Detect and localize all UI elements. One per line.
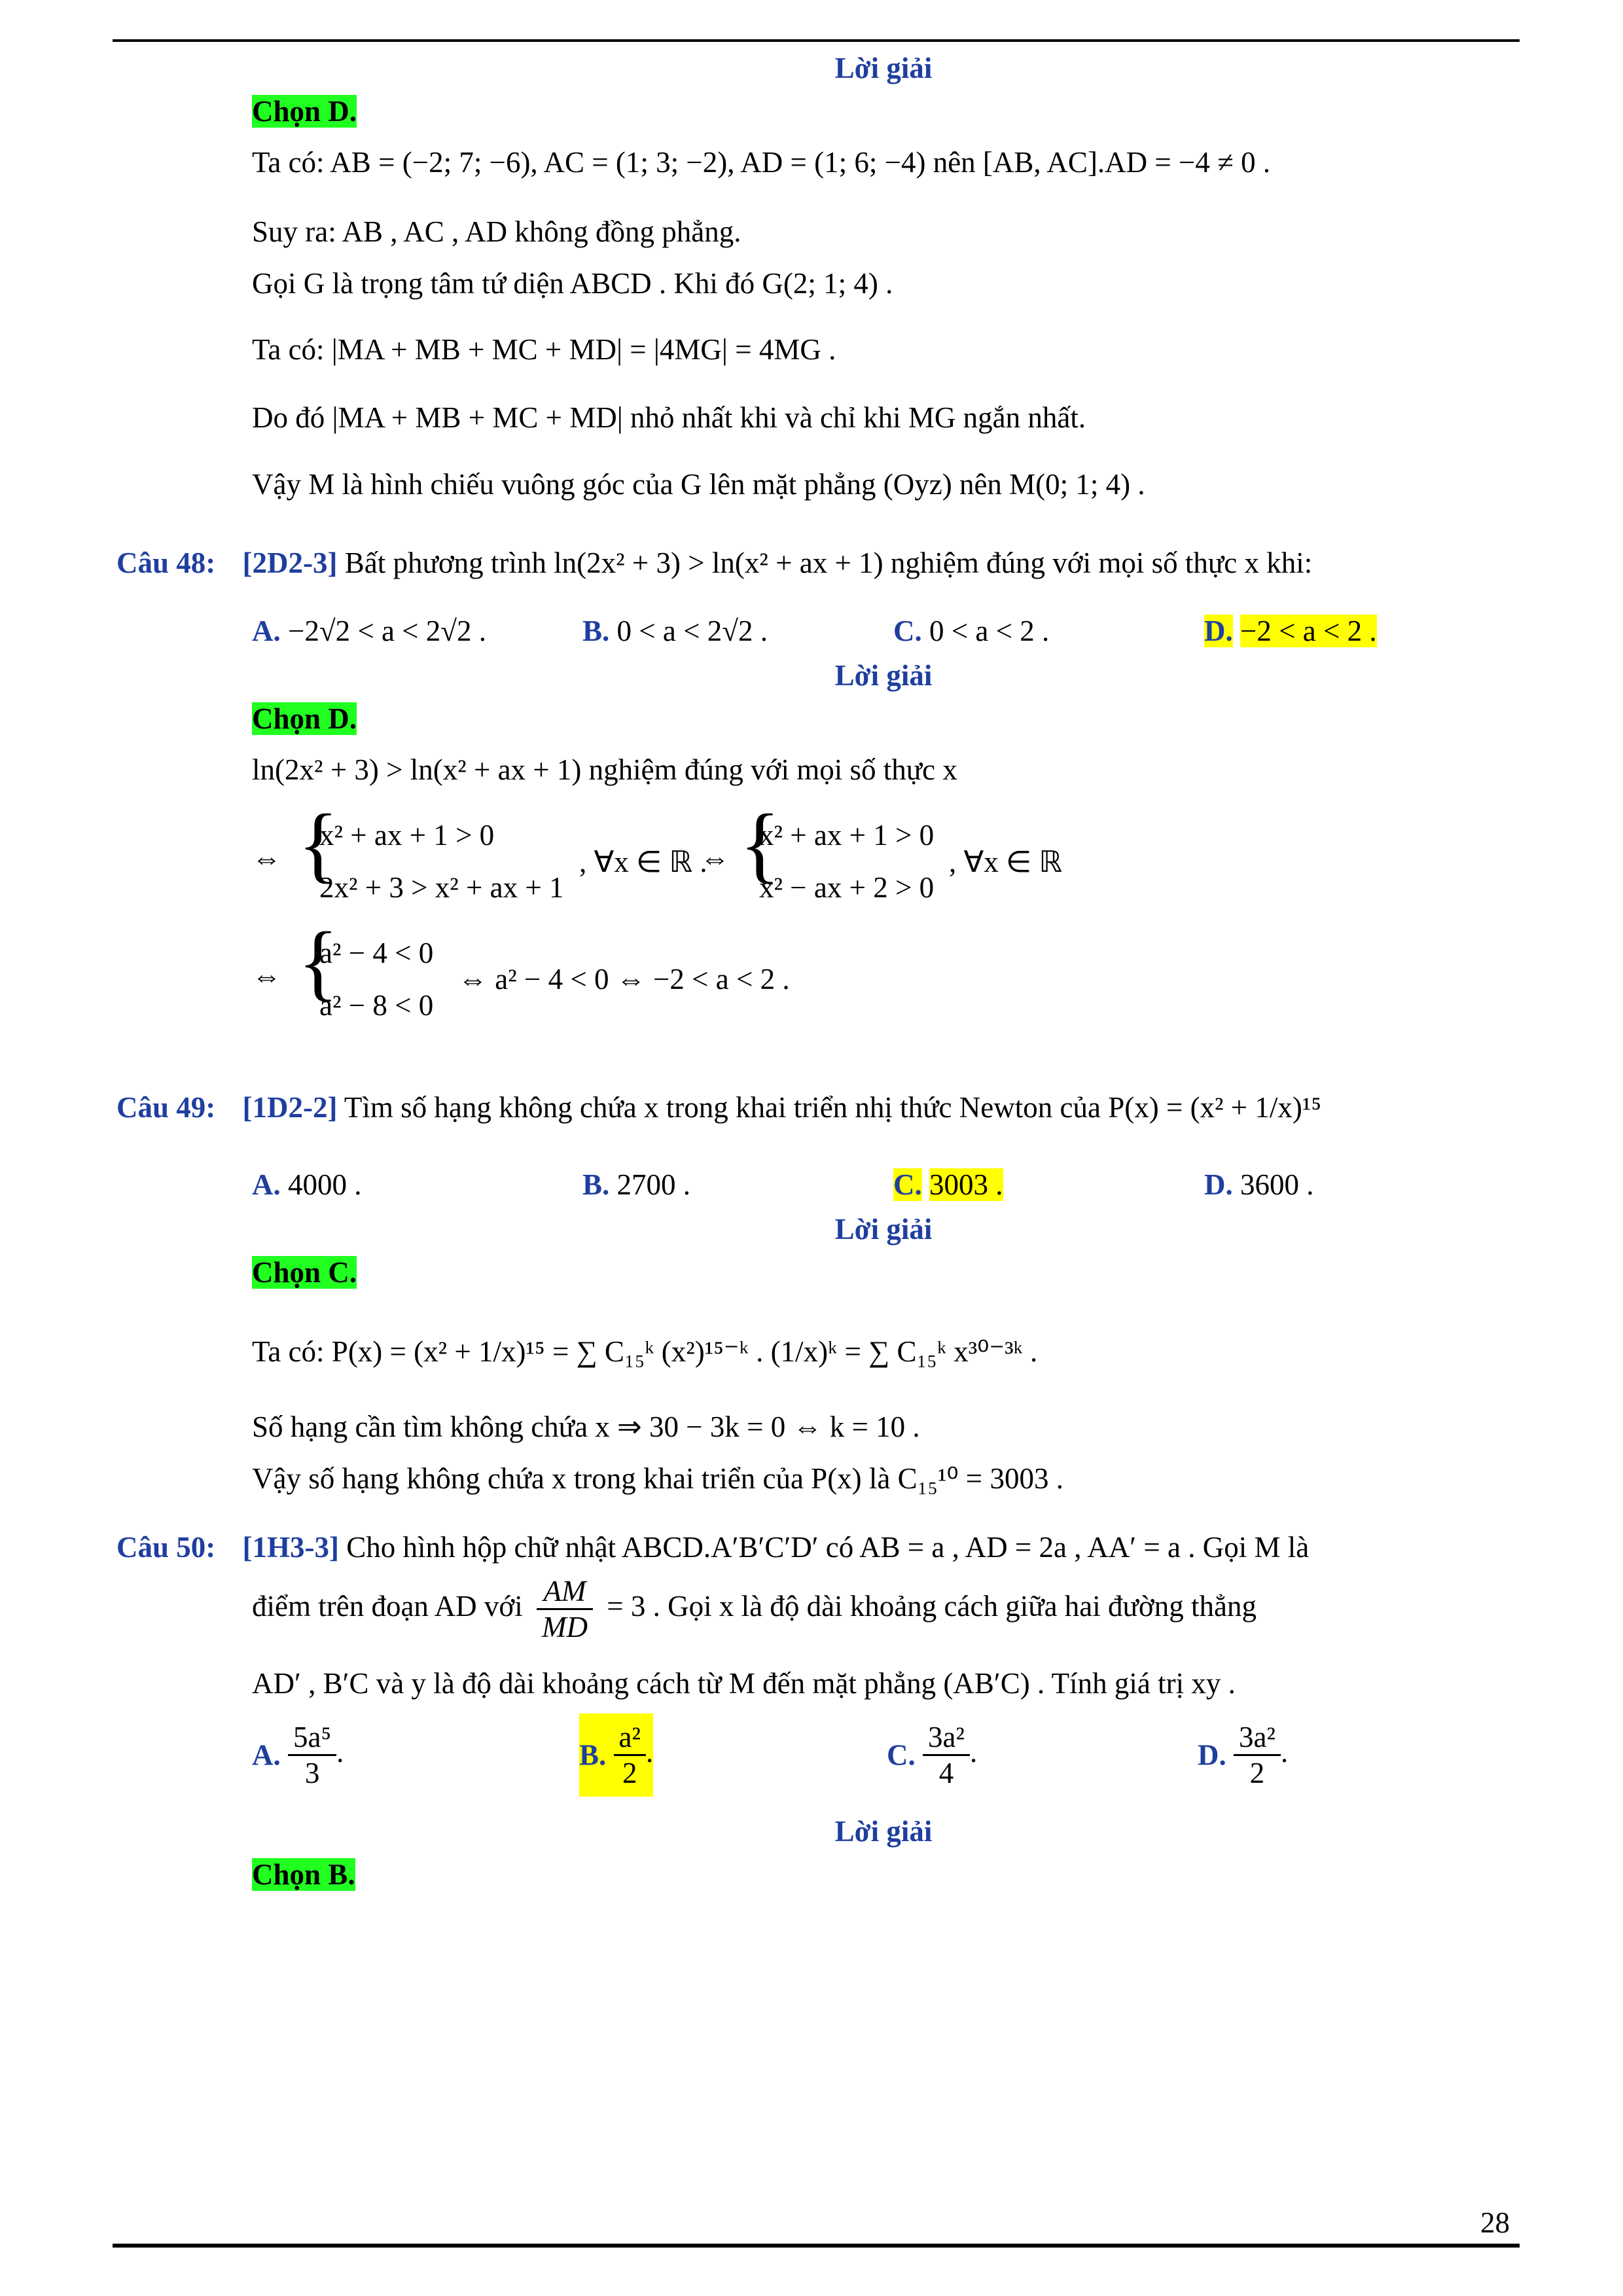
equiv-arrow-1: ⇔ bbox=[252, 842, 281, 874]
q47-line6: Vậy M là hình chiếu vuông góc của G lên mặt phẳng (Oyz) nên M(0; 1; 4) . bbox=[252, 468, 1145, 501]
option-fraction: $\frac{\text{5a⁵}}{3}$ bbox=[288, 1720, 336, 1790]
q48-sys3tail: ⇔ a² − 4 < 0 ⇔ −2 < a < 2 . bbox=[458, 963, 790, 996]
am-md-fraction: $\frac{AM}{MD}$ bbox=[537, 1574, 593, 1644]
q49-sol1: Ta có: P(x) = (x² + 1/x)¹⁵ = ∑ C₁₅ᵏ (x²)¹⁵⁻ᵏ . (1/x)ᵏ = ∑ C₁₅ᵏ x³⁰⁻³ᵏ . bbox=[252, 1335, 1038, 1368]
choice-49: Chọn C. bbox=[252, 1256, 357, 1289]
solution-heading-50: Lời giải bbox=[834, 1815, 933, 1848]
q49-option-d: D. 3600 . bbox=[1204, 1168, 1314, 1201]
q50-line3: AD′ , B′C và y là độ dài khoảng cách từ M đến mặt phẳng (AB′C) . Tính giá trị xy . bbox=[252, 1667, 1236, 1700]
option-fraction: $\frac{\text{3a²}}{4}$ bbox=[923, 1720, 970, 1790]
q48-sol1: ln(2x² + 3) > ln(x² + ax + 1) nghiệm đúng với mọi số thực x bbox=[252, 753, 957, 786]
q49-option-a: A. 4000 . bbox=[252, 1168, 362, 1201]
brace-2: { bbox=[740, 797, 781, 891]
question-tag: [2D2-3] bbox=[242, 547, 338, 579]
q50-option-a: A. $\frac{\text{5a⁵}}{3}$ . bbox=[252, 1721, 344, 1789]
q49-sol2: Số hạng cần tìm không chứa x ⇒ 30 − 3k = 0 ⇔ k = 10 . bbox=[252, 1410, 920, 1443]
choice-50: Chọn B. bbox=[252, 1858, 355, 1891]
q47-line4: Ta có: |MA + MB + MC + MD| = |4MG| = 4MG . bbox=[252, 333, 836, 366]
q48-forall1: , ∀x ∈ ℝ . bbox=[579, 846, 707, 878]
q48-sys2b: x² − ax + 2 > 0 bbox=[759, 871, 935, 904]
brace-1: { bbox=[298, 797, 339, 891]
option-fraction: $\frac{\text{3a²}}{2}$ bbox=[1234, 1720, 1281, 1790]
q48-sys1a: x² + ax + 1 > 0 bbox=[319, 819, 495, 852]
q48-option-a: A. −2√2 < a < 2√2 . bbox=[252, 615, 487, 647]
q50-option-b: B. $\frac{\text{a²}}{2}$ . bbox=[579, 1713, 653, 1797]
choice-47: Chọn D. bbox=[252, 95, 357, 128]
bottom-rule bbox=[113, 2244, 1520, 2248]
q50-option-c: C. $\frac{\text{3a²}}{4}$ . bbox=[887, 1721, 978, 1789]
question-label: Câu 49: bbox=[116, 1091, 216, 1124]
q47-line2: Suy ra: AB , AC , AD không đồng phẳng. bbox=[252, 215, 741, 248]
q48-option-b: B. 0 < a < 2√2 . bbox=[582, 615, 768, 647]
solution-heading-48: Lời giải bbox=[834, 659, 933, 692]
q48-sys3a: a² − 4 < 0 bbox=[319, 937, 434, 969]
solution-heading-47: Lời giải bbox=[834, 52, 933, 84]
q50-line2: điểm trên đoạn AD với $\frac{AM}{MD}$ = 3 . Gọi x là độ dài khoảng cách giữa hai đường thẳng bbox=[252, 1575, 1257, 1643]
question-tag: [1H3-3] bbox=[242, 1531, 339, 1564]
q48-forall2: , ∀x ∈ ℝ bbox=[949, 846, 1063, 878]
q47-line3: Gọi G là trọng tâm tứ diện ABCD . Khi đó G(2; 1; 4) . bbox=[252, 267, 893, 300]
q50-option-d: D. $\frac{\text{3a²}}{2}$ . bbox=[1198, 1721, 1289, 1789]
question-label: Câu 48: bbox=[116, 547, 216, 579]
q48-sys2a: x² + ax + 1 > 0 bbox=[759, 819, 935, 852]
question-48 bbox=[116, 546, 1312, 580]
solution-heading-49: Lời giải bbox=[834, 1213, 933, 1246]
page-number: 28 bbox=[1480, 2206, 1510, 2239]
equiv-arrow-2: ⇔ bbox=[700, 842, 730, 874]
question-50 bbox=[116, 1530, 1309, 1564]
question-label: Câu 50: bbox=[116, 1531, 216, 1564]
equiv-arrow-3: ⇔ bbox=[252, 960, 281, 992]
question-text: Tìm số hạng không chứa x trong khai triển nhị thức Newton của P(x) = (x² + 1/x)¹⁵ bbox=[344, 1091, 1322, 1124]
q49-sol3: Vậy số hạng không chứa x trong khai triển của P(x) là C₁₅¹⁰ = 3003 . bbox=[252, 1462, 1063, 1495]
brace-3: { bbox=[298, 915, 339, 1009]
question-text: Cho hình hộp chữ nhật ABCD.A′B′C′D′ có AB = a , AD = 2a , AA′ = a . Gọi M là bbox=[346, 1531, 1310, 1564]
top-rule bbox=[113, 39, 1520, 42]
q49-option-c: C. 3003 . bbox=[893, 1168, 1003, 1201]
q48-sys1b: 2x² + 3 > x² + ax + 1 bbox=[319, 871, 564, 904]
q48-option-d: D. −2 < a < 2 . bbox=[1204, 615, 1377, 647]
q48-option-c: C. 0 < a < 2 . bbox=[893, 615, 1050, 647]
question-49 bbox=[116, 1090, 1321, 1124]
option-fraction: $\frac{\text{a²}}{2}$ bbox=[614, 1720, 646, 1790]
choice-48: Chọn D. bbox=[252, 702, 357, 735]
q48-sys3b: a² − 8 < 0 bbox=[319, 989, 434, 1022]
q47-line5: Do đó |MA + MB + MC + MD| nhỏ nhất khi và chỉ khi MG ngắn nhất. bbox=[252, 401, 1086, 434]
q47-line1: Ta có: AB = (−2; 7; −6), AC = (1; 3; −2), AD = (1; 6; −4) nên [AB, AC].AD = −4 ≠ 0 . bbox=[252, 146, 1271, 179]
q49-option-b: B. 2700 . bbox=[582, 1168, 691, 1201]
question-tag: [1D2-2] bbox=[242, 1091, 338, 1124]
question-text: Bất phương trình ln(2x² + 3) > ln(x² + ax + 1) nghiệm đúng với mọi số thực x khi: bbox=[344, 547, 1313, 579]
